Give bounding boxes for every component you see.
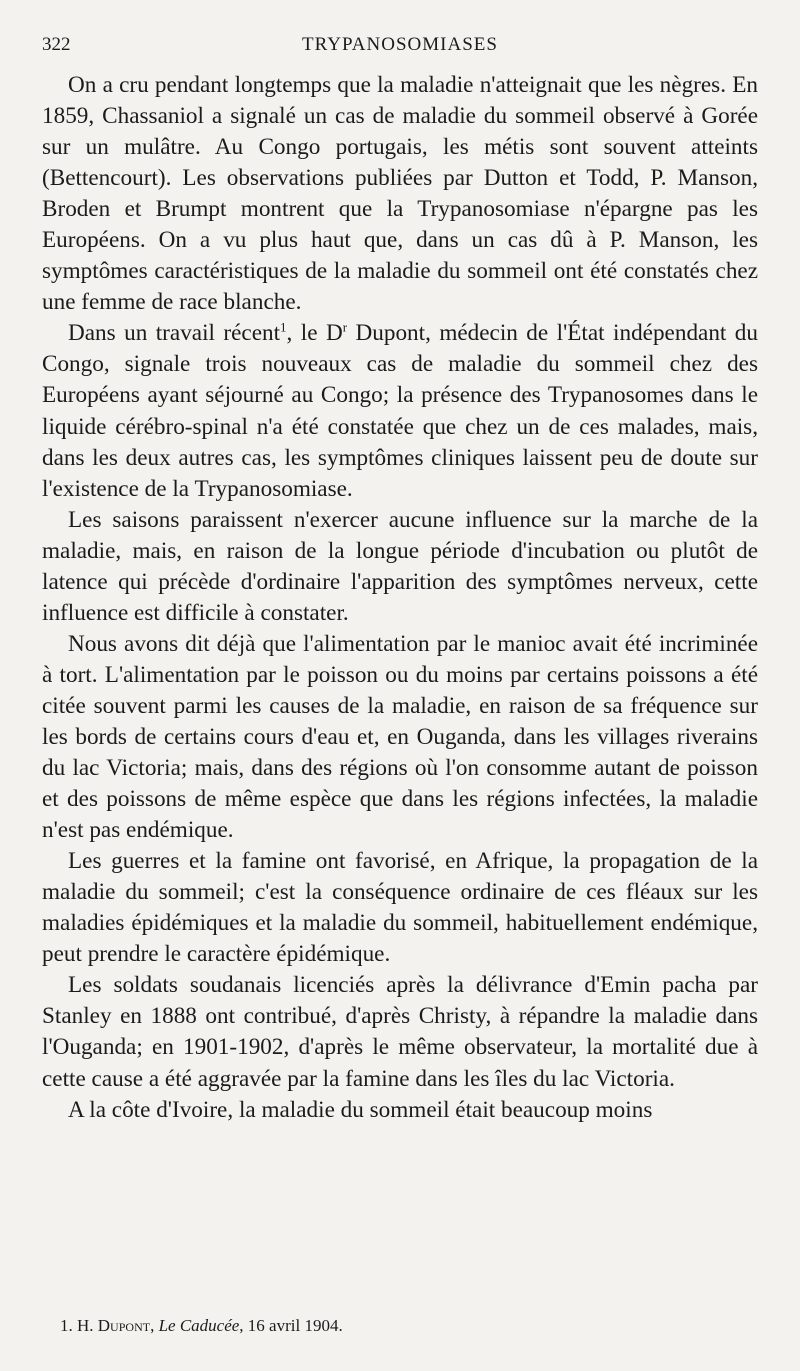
- paragraph-3: Les saisons paraissent n'exercer aucune influence sur la marche de la maladie, mais, en raison de la longue période d'incubation ou plutôt de latence qui précède d'ordinaire l'apparition des symptômes nerveux, cette influence est difficile à constater.: [42, 506, 758, 626]
- running-title: TRYPANOSOMIASES: [302, 34, 498, 55]
- paragraph-2: [42, 318, 758, 504]
- page-header: [42, 34, 758, 62]
- doctor-abbrev-superscript: r: [342, 319, 348, 335]
- paragraph-2-middle: , le D: [286, 320, 343, 347]
- footnote: 1. H. Dupont, Le Caducée, 16 avril 1904.: [60, 1316, 343, 1335]
- paragraph-7: A la côte d'Ivoire, la maladie du sommeil était beaucoup moins: [68, 1096, 653, 1123]
- footnote-author-initial: H.: [77, 1316, 94, 1335]
- paragraph-4: Nous avons dit déjà que l'alimentation par le manioc avait été incriminée à tort. L'alimentation par le poisson ou du moins par certains poissons a été citée souvent parmi les causes de la maladie, en raison de sa fréquence sur les bords de certains cours d'eau et, en Ouganda, dans les villages riverains du lac Victoria; mais, dans des régions où l'on consomme autant de poisson et des poissons de même espèce que dans les régions infectées, la maladie n'est pas endémique.: [42, 630, 758, 844]
- paragraph-1: On a cru pendant longtemps que la maladie n'atteignait que les nègres. En 1859, Chassaniol a signalé un cas de maladie du sommeil observé à Gorée sur un mulâtre. Au Congo portugais, les métis sont souvent atteints (Bettencourt). Les observations publiées par Dutton et Todd, P. Manson, Broden et Brumpt montrent que la Trypanosomiase n'épargne pas les Européens. On a vu plus haut que, dans un cas dû à P. Manson, les symptômes caractéristiques de la maladie du sommeil ont été constatés chez une femme de race blanche.: [42, 72, 758, 316]
- paragraph-6: Les soldats soudanais licenciés après la délivrance d'Emin pacha par Stanley en 1888 ont contribué, d'après Christy, à répandre la maladie dans l'Ouganda; en 1901-1902, d'après le même observateur, la mortalité due à cette cause a été aggravée par la famine dans les îles du lac Victoria.: [42, 972, 758, 1092]
- page-number: 322: [42, 34, 71, 55]
- paragraph-2-rest: Dupont, médecin de l'État indépendant du Congo, signale trois nouveaux cas de maladie du sommeil chez des Européens ayant séjourné au Congo; la présence des Trypanosomes dans le liquide cérébro-spinal n'a été constatée que chez un de ces malades, mais, dans les deux autres cas, les symptômes cliniques laissent peu de doute sur l'existence de la Trypanosomiase.: [42, 320, 758, 502]
- paragraph-5: Les guerres et la famine ont favorisé, en Afrique, la propagation de la maladie du sommeil; c'est la conséquence ordinaire de ces fléaux sur les maladies épidémiques et la maladie du sommeil, habituellement endémique, peut prendre le caractère épidémique.: [42, 848, 758, 968]
- footnote-number: 1.: [60, 1316, 73, 1335]
- body-text: [42, 70, 758, 1126]
- footnote-author: Dupont: [97, 1316, 151, 1335]
- footnote-journal-title: Le Caducée: [158, 1316, 240, 1335]
- footnote-date: , 16 avril 1904.: [239, 1316, 343, 1335]
- footnote-reference[interactable]: 1: [280, 319, 287, 335]
- paragraph-2-start: Dans un travail récent: [68, 320, 281, 347]
